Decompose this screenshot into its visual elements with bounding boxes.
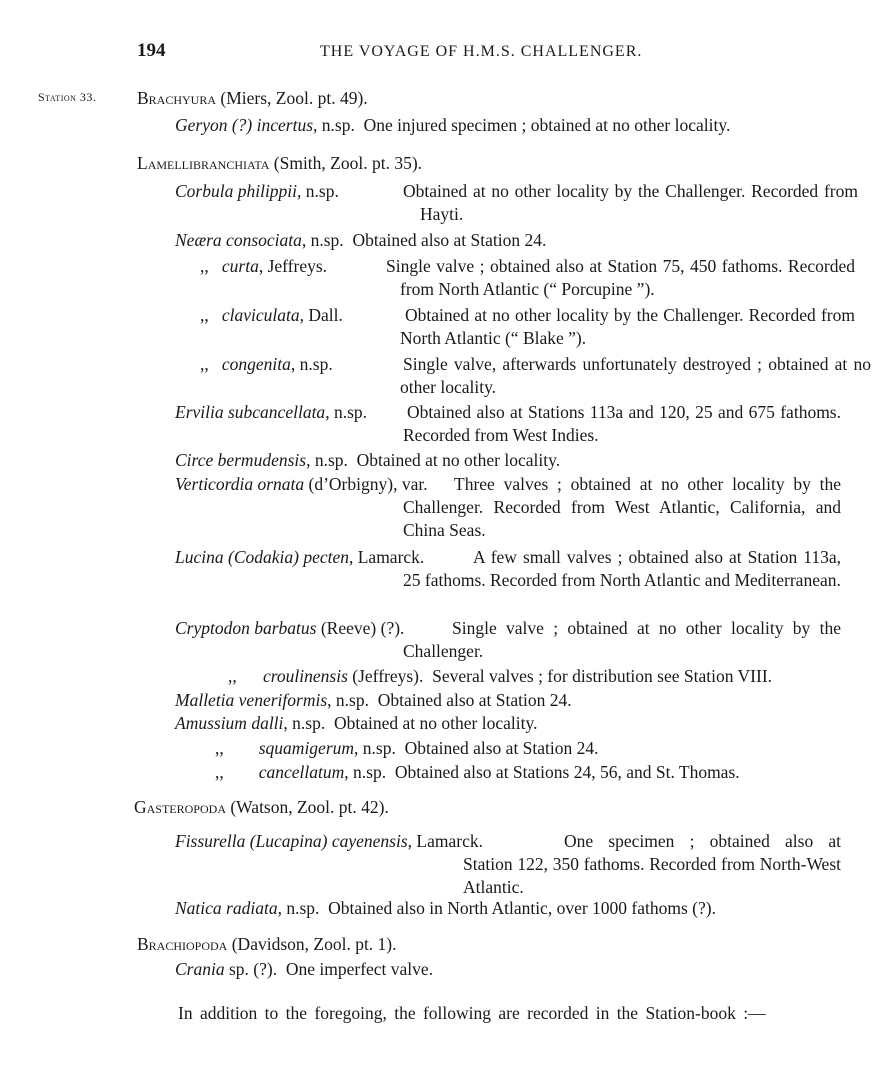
- species-name: Natica radiata: [175, 898, 278, 918]
- ditto-mark: ,,: [200, 256, 209, 276]
- group-ref: (Davidson, Zool. pt. 1).: [227, 934, 397, 954]
- species-entry: [200, 353, 333, 375]
- running-title: THE VOYAGE OF H.M.S. CHALLENGER.: [320, 43, 643, 60]
- species-entry: [215, 737, 599, 759]
- species-entry: [175, 897, 716, 919]
- species-authority: sp. (?).: [224, 959, 278, 979]
- section-heading-lamellibranchiata: [137, 152, 422, 174]
- species-authority: (Reeve) (?).: [316, 618, 405, 638]
- species-entry: [175, 830, 483, 852]
- species-name: Geryon (?) incertus: [175, 115, 314, 135]
- species-authority: , n.sp.: [283, 713, 326, 733]
- species-note: Single valve, afterwards unfortunately destroyed ; obtained at no other locality.: [400, 354, 871, 397]
- species-note: Obtained at no other locality.: [356, 450, 561, 470]
- closing-paragraph: In addition to the foregoing, the following are recorded in the Station-book :—: [178, 1003, 766, 1023]
- species-entry: [175, 617, 404, 639]
- species-authority: , n.sp.: [297, 181, 339, 201]
- species-name: Cryptodon barbatus: [175, 618, 317, 638]
- species-note: One imperfect valve.: [285, 959, 434, 979]
- section-heading-gasteropoda: [134, 796, 389, 818]
- species-name: claviculata: [221, 305, 300, 325]
- species-authority: , n.sp.: [277, 898, 320, 918]
- species-entry: [175, 229, 546, 251]
- species-note: Obtained also at Stations 24, 56, and St. Thomas.: [394, 762, 740, 782]
- species-entry: [175, 473, 428, 495]
- species-entry: [175, 449, 560, 471]
- species-entry: [175, 180, 339, 202]
- species-authority: , Jeffreys.: [258, 256, 328, 276]
- species-name: croulinensis: [263, 666, 348, 686]
- group-name: Lamellibranchiata: [137, 153, 270, 173]
- species-authority: , n.sp.: [313, 115, 355, 135]
- species-note: A few small valves ; obtained also at Station 113a, 25 fathoms. Recorded from North Atlantic and Mediterranean.: [403, 547, 841, 590]
- station-label: Station 33.: [38, 90, 97, 104]
- species-name: Corbula philippii: [175, 181, 298, 201]
- species-authority: (d’Orbigny), var.: [304, 474, 428, 494]
- species-entry: [175, 712, 537, 734]
- species-note: Several valves ; for distribution see Station VIII.: [432, 666, 773, 686]
- species-authority: , n.sp.: [325, 402, 367, 422]
- species-entry: [200, 304, 343, 326]
- species-name: Lucina (Codakia) pecten: [175, 547, 349, 567]
- species-entry: [175, 401, 367, 423]
- species-note: Obtained also at Station 24.: [352, 230, 547, 250]
- group-name: Brachiopoda: [137, 934, 228, 954]
- section-heading-brachyura: [137, 87, 368, 109]
- species-entry: [175, 958, 433, 980]
- species-name: Neæra consociata: [175, 230, 302, 250]
- group-name: Gasteropoda: [134, 797, 226, 817]
- species-name: curta: [221, 256, 259, 276]
- ditto-mark: ,,: [215, 738, 224, 758]
- ditto-mark: ,,: [200, 305, 209, 325]
- species-authority: , n.sp.: [344, 762, 387, 782]
- species-authority: , n.sp.: [290, 354, 333, 374]
- species-note: Obtained also in North Atlantic, over 1000 fathoms (?).: [328, 898, 716, 918]
- species-name: Verticordia ornata: [175, 474, 305, 494]
- species-authority: , n.sp.: [327, 690, 369, 710]
- group-name: Brachyura: [137, 88, 217, 108]
- species-entry: [215, 761, 740, 783]
- species-note: Single valve ; obtained also at Station 75, 450 fathoms. Recorded from North Atlantic (“ Porcupine ”).: [386, 256, 855, 299]
- species-name: Amussium dalli: [175, 713, 284, 733]
- species-authority: , Lamarck.: [348, 547, 425, 567]
- species-authority: , n.sp.: [354, 738, 396, 758]
- species-name: congenita: [221, 354, 291, 374]
- species-note: One injured specimen ; obtained at no other locality.: [363, 115, 731, 135]
- species-entry: [175, 114, 730, 136]
- species-name: squamigerum: [258, 738, 355, 758]
- species-note: Obtained also at Station 24.: [404, 738, 599, 758]
- ditto-mark: ,,: [215, 762, 224, 782]
- species-entry: [175, 546, 424, 568]
- page-number: 194: [137, 40, 166, 61]
- species-note: Obtained at no other locality by the Challenger. Recorded from North Atlantic (“ Blake ”).: [400, 305, 855, 348]
- species-note: Single valve ; obtained at no other locality by the Challenger.: [403, 618, 841, 661]
- species-authority: , Dall.: [299, 305, 343, 325]
- ditto-mark: ,,: [228, 666, 237, 686]
- ditto-mark: ,,: [200, 354, 209, 374]
- species-authority: , n.sp.: [301, 230, 344, 250]
- species-entry: [200, 255, 327, 277]
- species-name: Fissurella (Lucapina) cayenensis: [175, 831, 408, 851]
- species-note: Obtained at no other locality.: [333, 713, 538, 733]
- group-ref: (Watson, Zool. pt. 42).: [225, 797, 389, 817]
- species-authority: , n.sp.: [306, 450, 348, 470]
- species-name: Ervilia subcancellata: [175, 402, 326, 422]
- species-note: Obtained also at Stations 113a and 120, 25 and 675 fathoms. Recorded from West Indies.: [403, 402, 841, 445]
- species-name: cancellatum: [258, 762, 345, 782]
- species-entry: [228, 665, 772, 687]
- species-note: Obtained at no other locality by the Challenger. Recorded from Hayti.: [403, 181, 858, 224]
- species-note: One specimen ; obtained also at Station 122, 350 fathoms. Recorded from North-West Atlantic.: [463, 831, 841, 897]
- species-note: Obtained also at Station 24.: [377, 690, 572, 710]
- species-name: Crania: [175, 959, 225, 979]
- species-name: Malletia veneriformis: [175, 690, 328, 710]
- species-note: Three valves ; obtained at no other locality by the Challenger. Recorded from West Atlantic, California, and China Seas.: [403, 474, 841, 540]
- species-authority: (Jeffreys).: [347, 666, 424, 686]
- species-name: Circe bermudensis: [175, 450, 307, 470]
- species-entry: [175, 689, 572, 711]
- group-ref: (Smith, Zool. pt. 35).: [269, 153, 423, 173]
- group-ref: (Miers, Zool. pt. 49).: [216, 88, 368, 108]
- species-authority: , Lamarck.: [407, 831, 483, 851]
- section-heading-brachiopoda: [137, 933, 397, 955]
